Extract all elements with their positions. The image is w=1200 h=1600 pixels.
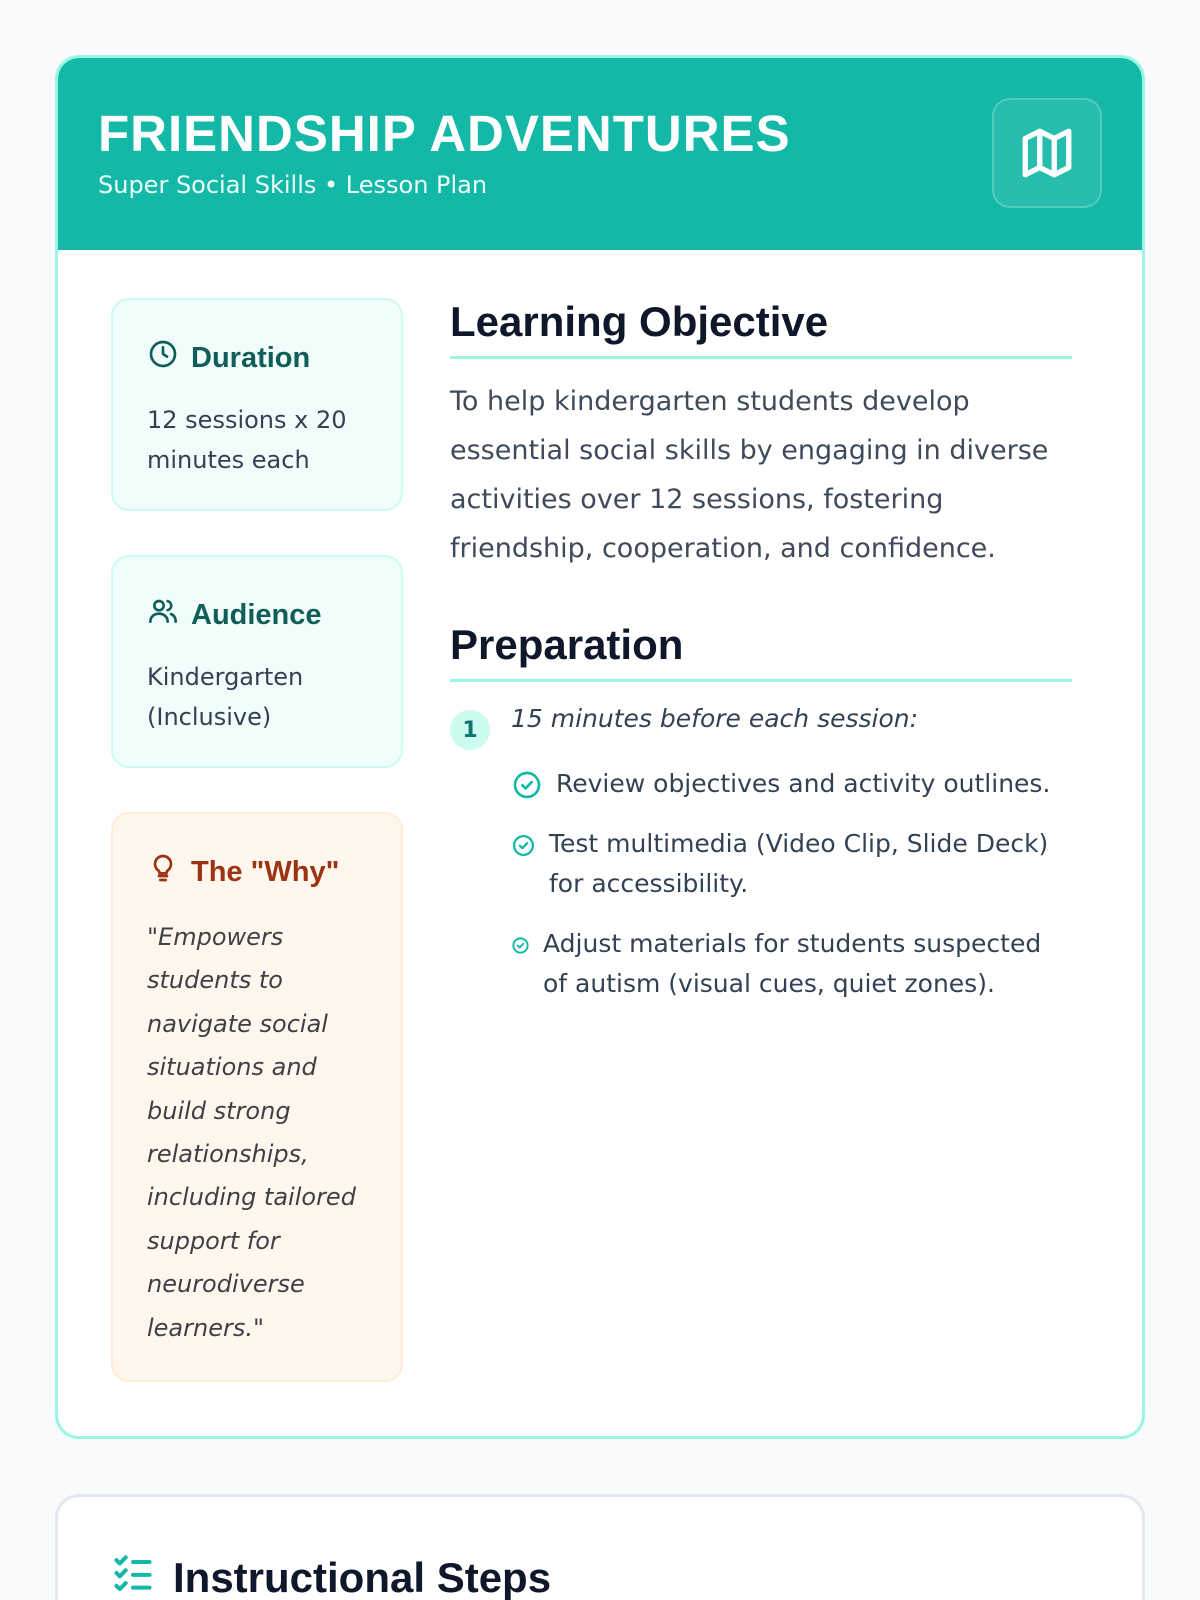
prep-checklist: [450, 764, 1072, 1004]
why-card: [111, 812, 403, 1382]
map-icon: [992, 98, 1102, 208]
lightbulb-icon: [147, 852, 179, 892]
check-circle-icon: [511, 833, 536, 858]
check-circle-icon: [511, 936, 530, 955]
clock-icon: [147, 338, 179, 378]
objective-heading: Learning Objective: [450, 298, 1072, 359]
list-item: [511, 764, 1072, 804]
lesson-header: [58, 58, 1142, 250]
list-check-icon: [111, 1551, 155, 1600]
prep-step: [450, 704, 1072, 764]
prep-item-text: Test multimedia (Video Clip, Slide Deck) for accessibility.: [549, 829, 1049, 898]
step-number-badge: 1: [450, 710, 490, 750]
audience-text: Kindergarten (Inclusive): [147, 663, 304, 731]
check-circle-icon: [511, 769, 543, 801]
lesson-title: FRIENDSHIP ADVENTURES: [98, 105, 791, 162]
list-item: [511, 824, 1072, 904]
duration-card: [111, 298, 403, 511]
instructional-steps-heading: Instructional Steps: [173, 1554, 552, 1600]
users-icon: [147, 595, 179, 635]
duration-text: 12 sessions x 20 minutes each: [147, 406, 347, 474]
prep-item-text: Adjust materials for students suspected of autism (visual cues, quiet zones).: [543, 929, 1042, 998]
duration-title: Duration: [191, 341, 311, 374]
lesson-subtitle: Super Social Skills • Lesson Plan: [98, 171, 488, 199]
list-item: [511, 924, 1072, 1004]
prep-item-text: Review objectives and activity outlines.: [556, 769, 1051, 798]
step-label: 15 minutes before each session:: [511, 704, 919, 733]
main-content: [450, 298, 1072, 1004]
audience-title: Audience: [191, 598, 322, 631]
why-title: The "Why": [191, 855, 340, 888]
lesson-plan-card: [55, 55, 1145, 1439]
objective-text: To help kindergarten students develop essential social skills by engaging in diverse activities over 12 sessions, fostering friendship, cooperation, and confidence.: [450, 386, 1049, 564]
why-quote: "Empowers students to navigate social situations and build strong relationships, including tailored support for neurodiverse learners.": [147, 923, 356, 1342]
preparation-heading: Preparation: [450, 621, 1072, 682]
audience-card: [111, 555, 403, 768]
instructional-steps-card: [55, 1494, 1145, 1600]
